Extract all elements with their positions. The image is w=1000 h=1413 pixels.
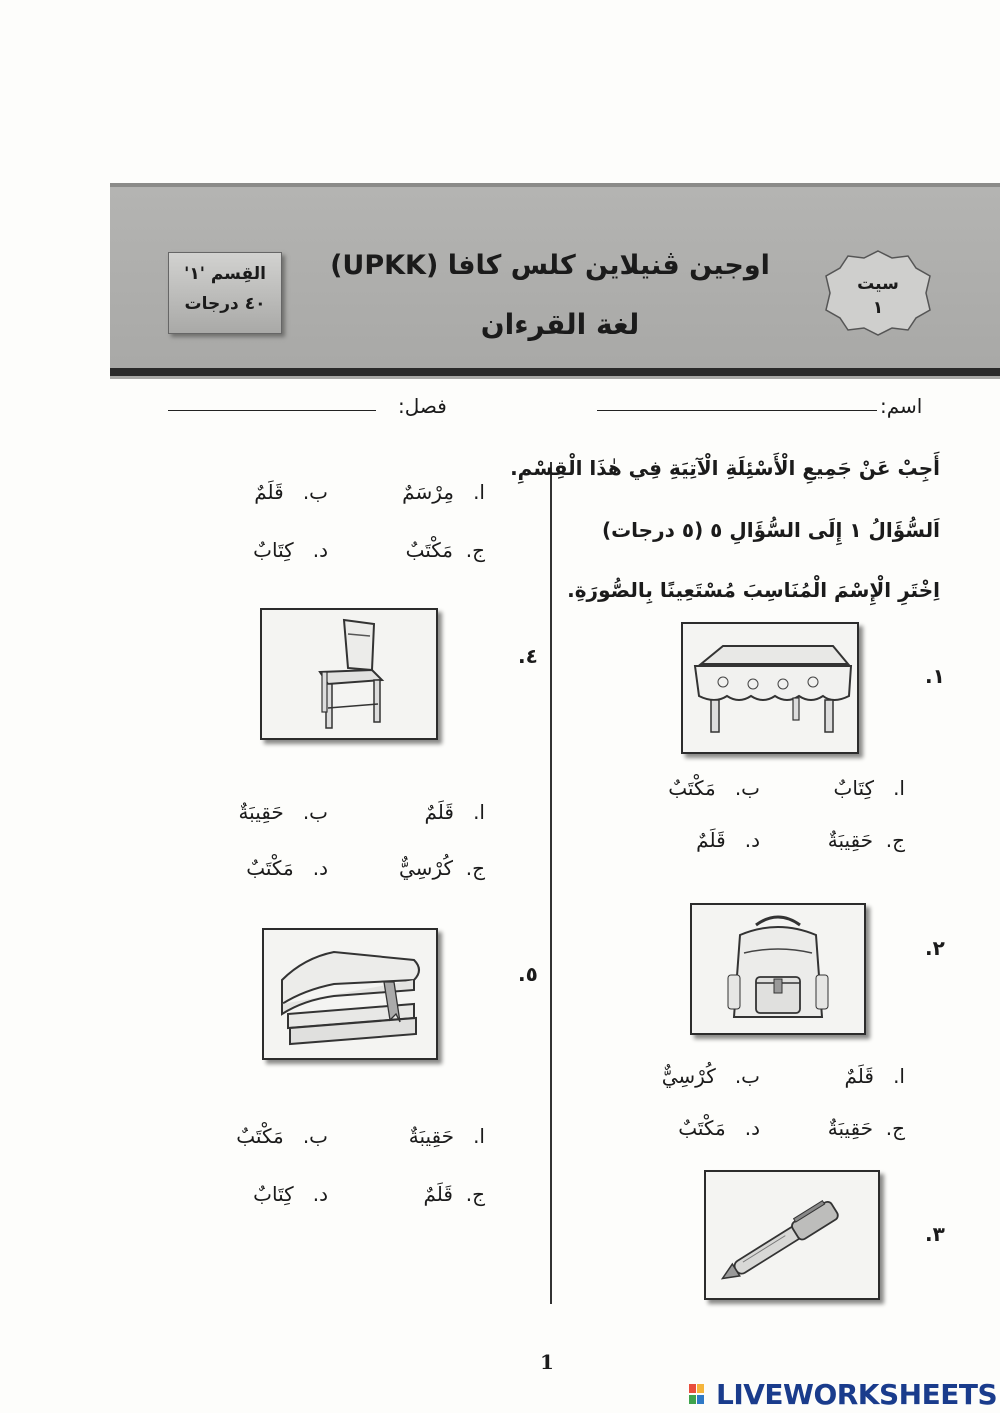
- instruction-range: اَلسُّؤَالُ ١ إِلَى السُّؤَالِ ٥ (٥ درجات): [601, 518, 940, 542]
- option-a[interactable]: [845, 1064, 906, 1088]
- subject-title: لغة القرءان: [480, 308, 640, 341]
- question-image: [681, 622, 859, 754]
- option-label: د.: [312, 538, 328, 562]
- class-field[interactable]: [168, 410, 376, 411]
- option-label: د.: [744, 828, 760, 852]
- option-text: حَقِيبَةٌ: [238, 800, 284, 824]
- page-number: 1: [540, 1350, 554, 1374]
- option-b[interactable]: [238, 800, 328, 824]
- option-c[interactable]: [424, 1182, 486, 1206]
- option-label: ب.: [734, 1064, 760, 1088]
- set-badge-number: ١: [872, 298, 884, 318]
- option-text: مِرْسَمٌ: [402, 480, 454, 504]
- option-c[interactable]: [399, 856, 485, 880]
- option-a[interactable]: [402, 480, 485, 504]
- option-label: ا.: [893, 1064, 905, 1088]
- name-label: اسم:: [880, 394, 923, 418]
- option-c[interactable]: [828, 828, 905, 852]
- question-number: .٥: [518, 962, 538, 986]
- option-text: حَقِيبَةٌ: [827, 828, 873, 852]
- option-text: قَلَمٌ: [254, 480, 284, 504]
- section-label: القِسم '١': [184, 264, 266, 284]
- question-number: .٢: [925, 936, 945, 960]
- option-text: مَكْتَبٌ: [668, 776, 716, 800]
- option-label: ا.: [473, 1124, 485, 1148]
- option-d[interactable]: [253, 538, 328, 562]
- option-text: قَلَمٌ: [424, 800, 454, 824]
- option-text: كُرْسِيٌّ: [661, 1064, 716, 1088]
- option-label: ا.: [473, 480, 485, 504]
- table-icon: [683, 624, 857, 752]
- books-icon: [264, 930, 436, 1058]
- option-text: قَلَمٌ: [423, 1182, 453, 1206]
- option-a[interactable]: [409, 1124, 485, 1148]
- option-label: ج.: [885, 1116, 905, 1140]
- option-label: ب.: [302, 1124, 328, 1148]
- option-text: كِتَابٌ: [253, 1182, 294, 1206]
- option-text: كِتَابٌ: [833, 776, 874, 800]
- question-number: .٣: [925, 1222, 945, 1246]
- chair-icon: [262, 610, 436, 738]
- liveworksheets-logo-icon: [688, 1382, 714, 1406]
- column-divider: [550, 462, 552, 1304]
- option-b[interactable]: [668, 776, 760, 800]
- option-d[interactable]: [253, 1182, 328, 1206]
- set-badge-label: سيت: [857, 274, 899, 294]
- question-number: .٤: [518, 644, 538, 668]
- name-field[interactable]: [597, 410, 877, 411]
- option-text: مَكْتَبٌ: [405, 538, 453, 562]
- option-text: حَقِيبَةٌ: [827, 1116, 873, 1140]
- option-b[interactable]: [236, 1124, 328, 1148]
- option-text: قَلَمٌ: [696, 828, 726, 852]
- option-text: قَلَمٌ: [844, 1064, 874, 1088]
- question-image: [690, 903, 866, 1035]
- instruction-choose: اِخْتَرِ الْإِسْمَ الْمُنَاسِبَ مُسْتَعِينًا بِالصُّورَةِ.: [567, 578, 940, 602]
- option-d[interactable]: [678, 1116, 760, 1140]
- question-image: [260, 608, 438, 740]
- option-label: ج.: [885, 828, 905, 852]
- option-text: كُرْسِيٌّ: [399, 856, 453, 880]
- option-d[interactable]: [246, 856, 328, 880]
- class-label: فصل:: [398, 394, 447, 418]
- option-label: ب.: [734, 776, 760, 800]
- option-text: مَكْتَبٌ: [236, 1124, 284, 1148]
- option-label: د.: [744, 1116, 760, 1140]
- option-text: حَقِيبَةٌ: [408, 1124, 454, 1148]
- option-text: مَكْتَبٌ: [246, 856, 294, 880]
- option-b[interactable]: [254, 480, 328, 504]
- school-bag-icon: [692, 905, 864, 1033]
- liveworksheets-watermark: LIVEWORKSHEETS: [716, 1378, 998, 1411]
- option-label: ج.: [465, 1182, 485, 1206]
- section-marks: ٤٠ درجات: [184, 294, 266, 314]
- option-label: ب.: [302, 480, 328, 504]
- option-d[interactable]: [696, 828, 760, 852]
- option-label: د.: [312, 1182, 328, 1206]
- option-label: ا.: [893, 776, 905, 800]
- option-c[interactable]: [406, 538, 485, 562]
- option-text: كِتَابٌ: [253, 538, 294, 562]
- option-b[interactable]: [662, 1064, 760, 1088]
- question-image: [704, 1170, 880, 1300]
- option-label: ج.: [465, 538, 485, 562]
- option-label: ب.: [302, 800, 328, 824]
- header-divider: [110, 368, 1000, 376]
- option-a[interactable]: [834, 776, 905, 800]
- option-label: ج.: [465, 856, 485, 880]
- exam-title: اوجين ڤنيلاين كلس كافا (UPKK): [330, 250, 770, 281]
- option-a[interactable]: [425, 800, 486, 824]
- section-box: [168, 252, 282, 334]
- question-number: .١: [925, 664, 945, 688]
- set-badge: [822, 272, 934, 320]
- question-image: [262, 928, 438, 1060]
- instruction-main: أَجِبْ عَنْ جَمِيعِ الْأَسْئِلَةِ الْآتِيَةِ فِي هٰذَا الْقِسْمِ.: [510, 456, 940, 480]
- option-c[interactable]: [828, 1116, 905, 1140]
- option-label: ا.: [473, 800, 485, 824]
- pen-icon: [706, 1172, 878, 1298]
- option-text: مَكْتَبٌ: [678, 1116, 726, 1140]
- option-label: د.: [312, 856, 328, 880]
